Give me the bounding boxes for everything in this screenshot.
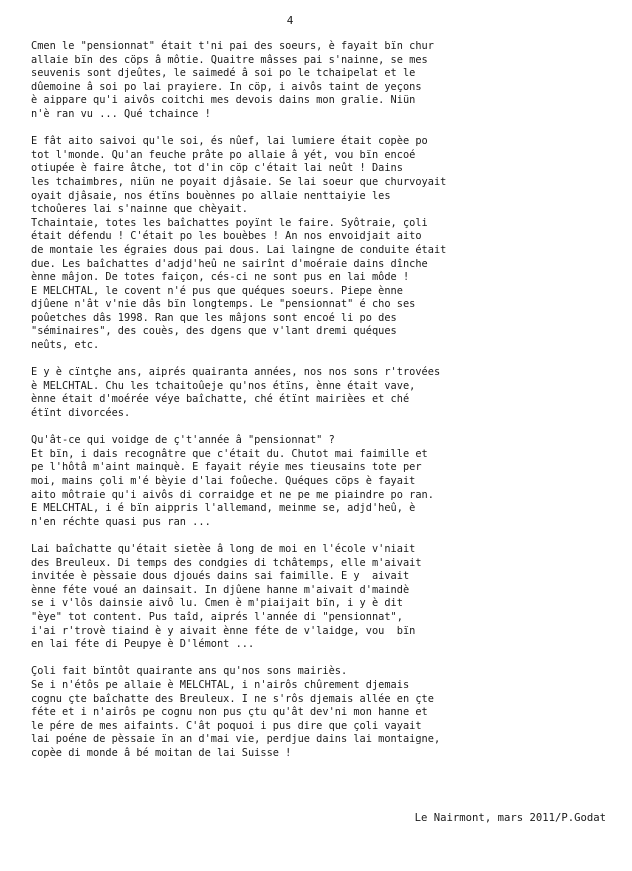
text-line: poûetches dâs 1998. Ran que les mâjons sont encoé li po des — [31, 311, 397, 324]
paragraph-4 — [31, 434, 606, 529]
text-line: E y è cïntçhe ans, aiprés quairanta années, nos nos sons r'trovées — [31, 366, 441, 379]
text-line: cognu çte baîchatte des Breuleux. I ne s'rôs djemais allée en çte — [31, 692, 434, 705]
text-line: ènne était d'moérée véye baîchatte, ché étïnt mairièes et ché — [31, 393, 410, 406]
paragraph-1 — [31, 40, 606, 122]
paragraph-6 — [31, 665, 606, 760]
text-line: n'è ran vu ... Qué tchaince ! — [31, 107, 211, 120]
text-line: "séminaires", des couès, des dgens que v'lant dremi quéques — [31, 325, 397, 338]
text-line: étïnt divorcées. — [31, 407, 131, 420]
text-line: E MELCHTAL, le covent n'é pus que quéques soeurs. Piepe ènne — [31, 284, 403, 297]
text-line: de montaie les égraies dous pai dous. Lai laingne de conduite était — [31, 243, 447, 256]
text-line: moi, mains çoli m'é bèyie d'lai foûeche. Quéques cöps è fayait — [31, 475, 416, 487]
paragraph-5 — [31, 543, 606, 652]
text-line: dûemoine â soi po lai prayiere. In cöp, i aivôs taint de yeçons — [31, 80, 422, 93]
text-line: Cmen le "pensionnat" était t'ni pai des soeurs, è fayait bïn chur — [31, 40, 434, 52]
text-line: neûts, etc. — [31, 339, 100, 352]
text-line: Qu'ât-ce qui voidge de ç't'année â "pensionnat" ? — [31, 434, 335, 447]
text-line: otiupée è faire âtche, tot d'in cöp c'était lai neût ! Dains — [31, 162, 403, 175]
text-line: Çoli fait bïntôt quairante ans qu'nos sons mairiès. — [31, 665, 348, 678]
text-line: "èye" tot content. Pus taîd, aiprés l'année di "pensionnat", — [31, 610, 403, 623]
text-line: Lai baîchatte qu'était sietèe â long de moi en l'école v'niait — [31, 542, 416, 555]
text-line: Et bïn, i dais recognâtre que c'était du. Chutot mai faimille et — [31, 447, 428, 460]
text-line: pe l'hôtâ m'aint mainquè. E fayait réyie mes tieusains tote per — [31, 461, 422, 474]
text-line: ènne féte voué an dainsait. In djûene hanne m'aivait d'maindè — [31, 583, 410, 596]
text-line: oyait djâsaie, nos étïns bouènnes po allaie nenttaiyie les — [31, 189, 391, 202]
text-line: lai poéne de pèssaie ïn an d'mai vie, perdjue dains lai montaigne, — [31, 733, 441, 746]
page-number: 4 — [286, 14, 294, 27]
text-line: des Breuleux. Di temps des condgies di tchâtemps, elle m'aivait — [31, 556, 422, 569]
paragraph-2 — [31, 135, 606, 353]
text-line: ènne mâjon. De totes faiçon, cés-ci ne sont pus en lai môde ! — [31, 271, 410, 284]
text-line: E fât aito saivoi qu'le soi, és nûef, lai lumiere était copèe po — [31, 135, 428, 148]
text-line: i'ai r'trovè tiaind è y aivait ènne féte de v'laidge, vou bïn — [31, 624, 416, 637]
text-line: tchoûeres lai s'nainne que chèyait. — [31, 203, 248, 216]
text-line: les tchaimbres, niün ne poyait djâsaie. Se lai soeur que churvoyait — [31, 175, 447, 188]
paragraph-3 — [31, 366, 606, 420]
text-line: le pére de mes aifaints. C'ât poquoi i pus dire que çoli vayait — [31, 719, 422, 732]
text-line: tot l'monde. Qu'an feuche prâte po allaie â yét, vou bïn encoé — [31, 148, 416, 161]
text-line: seuvenis sont djeûtes, le saimedé â soi po le tchaipelat et le — [31, 67, 416, 80]
text-line: aito môtraie qu'i aivôs di corraidge et ne pe me piaindre po ran. — [31, 488, 434, 501]
signature-line: Le Nairmont, mars 2011/P.Godat — [414, 812, 606, 824]
text-line: en lai féte di Peupye è D'lémont ... — [31, 638, 255, 651]
text-line: invitée è pèssaie dous djoués dains sai faimille. E y aivait — [31, 570, 410, 583]
document-body — [31, 40, 606, 774]
text-line: è aippare qu'i aivôs coitchi mes devois dains mon gralie. Niün — [31, 94, 416, 107]
text-line: Se i n'étôs pe allaie è MELCHTAL, i n'airôs chûrement djemais — [31, 678, 410, 691]
text-line: allaie bïn des cöps â môtie. Quaitre mâsses pai s'nainne, se mes — [31, 53, 428, 66]
text-line: due. Les baîchattes d'adjd'heû ne sairînt d'moéraie dains dînche — [31, 257, 428, 270]
text-line: djûene n'ât v'nie dâs bïn longtemps. Le "pensionnat" é cho ses — [31, 298, 416, 311]
text-line: se i v'lôs dainsie aivô lu. Cmen è m'piaijait bïn, i y è dit — [31, 597, 403, 610]
text-line: Tchaintaie, totes les baîchattes poyïnt le faire. Syôtraie, çoli — [31, 216, 428, 229]
text-line: E MELCHTAL, i é bïn aippris l'allemand, meinme se, adjd'heû, è — [31, 502, 416, 515]
text-line: è MELCHTAL. Chu les tchaitoûeje qu'nos étïns, ènne était vave, — [31, 379, 416, 392]
text-line: n'en réchte quasi pus ran ... — [31, 515, 211, 528]
text-line: féte et i n'airôs pe cognu non pus çtu qu'ât dev'ni mon hanne et — [31, 706, 428, 719]
text-line: était défendu ! C'était po les bouèbes ! An nos envoidjait aito — [31, 230, 422, 243]
text-line: copèe di monde â bé moitan de lai Suisse ! — [31, 746, 292, 759]
